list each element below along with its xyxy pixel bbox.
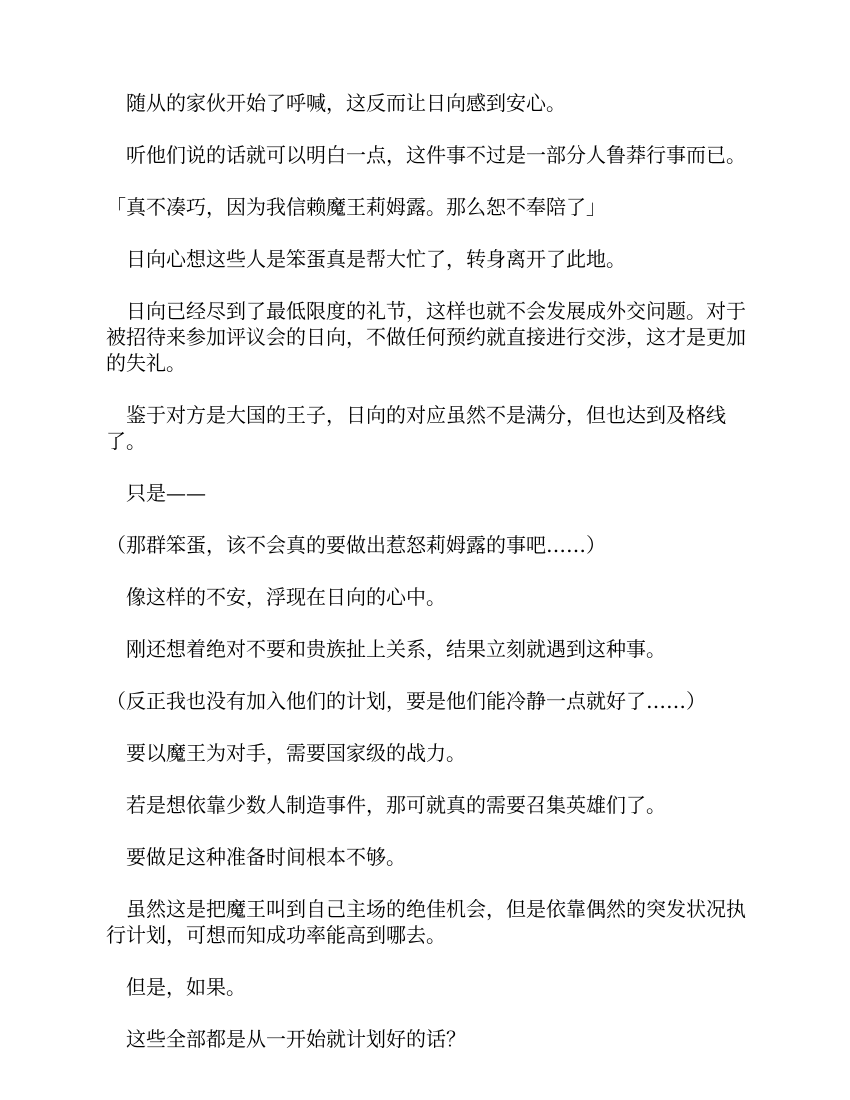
paragraph: 日向已经尽到了最低限度的礼节，这样也就不会发展成外交问题。对于被招待来参加评议会的日向，不做任何预约就直接进行交涉，这才是更加的失礼。 <box>106 299 746 375</box>
thought-paragraph: （那群笨蛋，该不会真的要做出惹怒莉姆露的事吧……） <box>106 533 606 557</box>
paragraph: 但是，如果。 <box>126 975 246 999</box>
paragraph: 只是—— <box>126 481 206 505</box>
text-body <box>106 90 750 1078</box>
paragraph: 听他们说的话就可以明白一点，这件事不过是一部分人鲁莽行事而已。 <box>126 143 746 167</box>
dialogue-paragraph: 「真不凑巧，因为我信赖魔王莉姆露。那么恕不奉陪了」 <box>106 195 606 219</box>
paragraph: 虽然这是把魔王叫到自己主场的绝佳机会，但是依靠偶然的突发状况执行计划，可想而知成功率能高到哪去。 <box>106 897 746 947</box>
paragraph: 像这样的不安，浮现在日向的心中。 <box>126 585 446 609</box>
paragraph: 刚还想着绝对不要和贵族扯上关系，结果立刻就遇到这种事。 <box>126 637 666 661</box>
paragraph: 日向心想这些人是笨蛋真是帮大忙了，转身离开了此地。 <box>126 247 626 271</box>
paragraph: 要以魔王为对手，需要国家级的战力。 <box>126 741 466 765</box>
paragraph: 要做足这种准备时间根本不够。 <box>126 845 406 869</box>
thought-paragraph: （反正我也没有加入他们的计划，要是他们能冷静一点就好了……） <box>106 689 706 713</box>
paragraph: 若是想依靠少数人制造事件，那可就真的需要召集英雄们了。 <box>126 793 666 817</box>
paragraph: 鉴于对方是大国的王子，日向的对应虽然不是满分，但也达到及格线了。 <box>106 403 726 453</box>
paragraph: 随从的家伙开始了呼喊，这反而让日向感到安心。 <box>126 91 566 115</box>
paragraph: 这些全部都是从一开始就计划好的话？ <box>126 1027 466 1051</box>
